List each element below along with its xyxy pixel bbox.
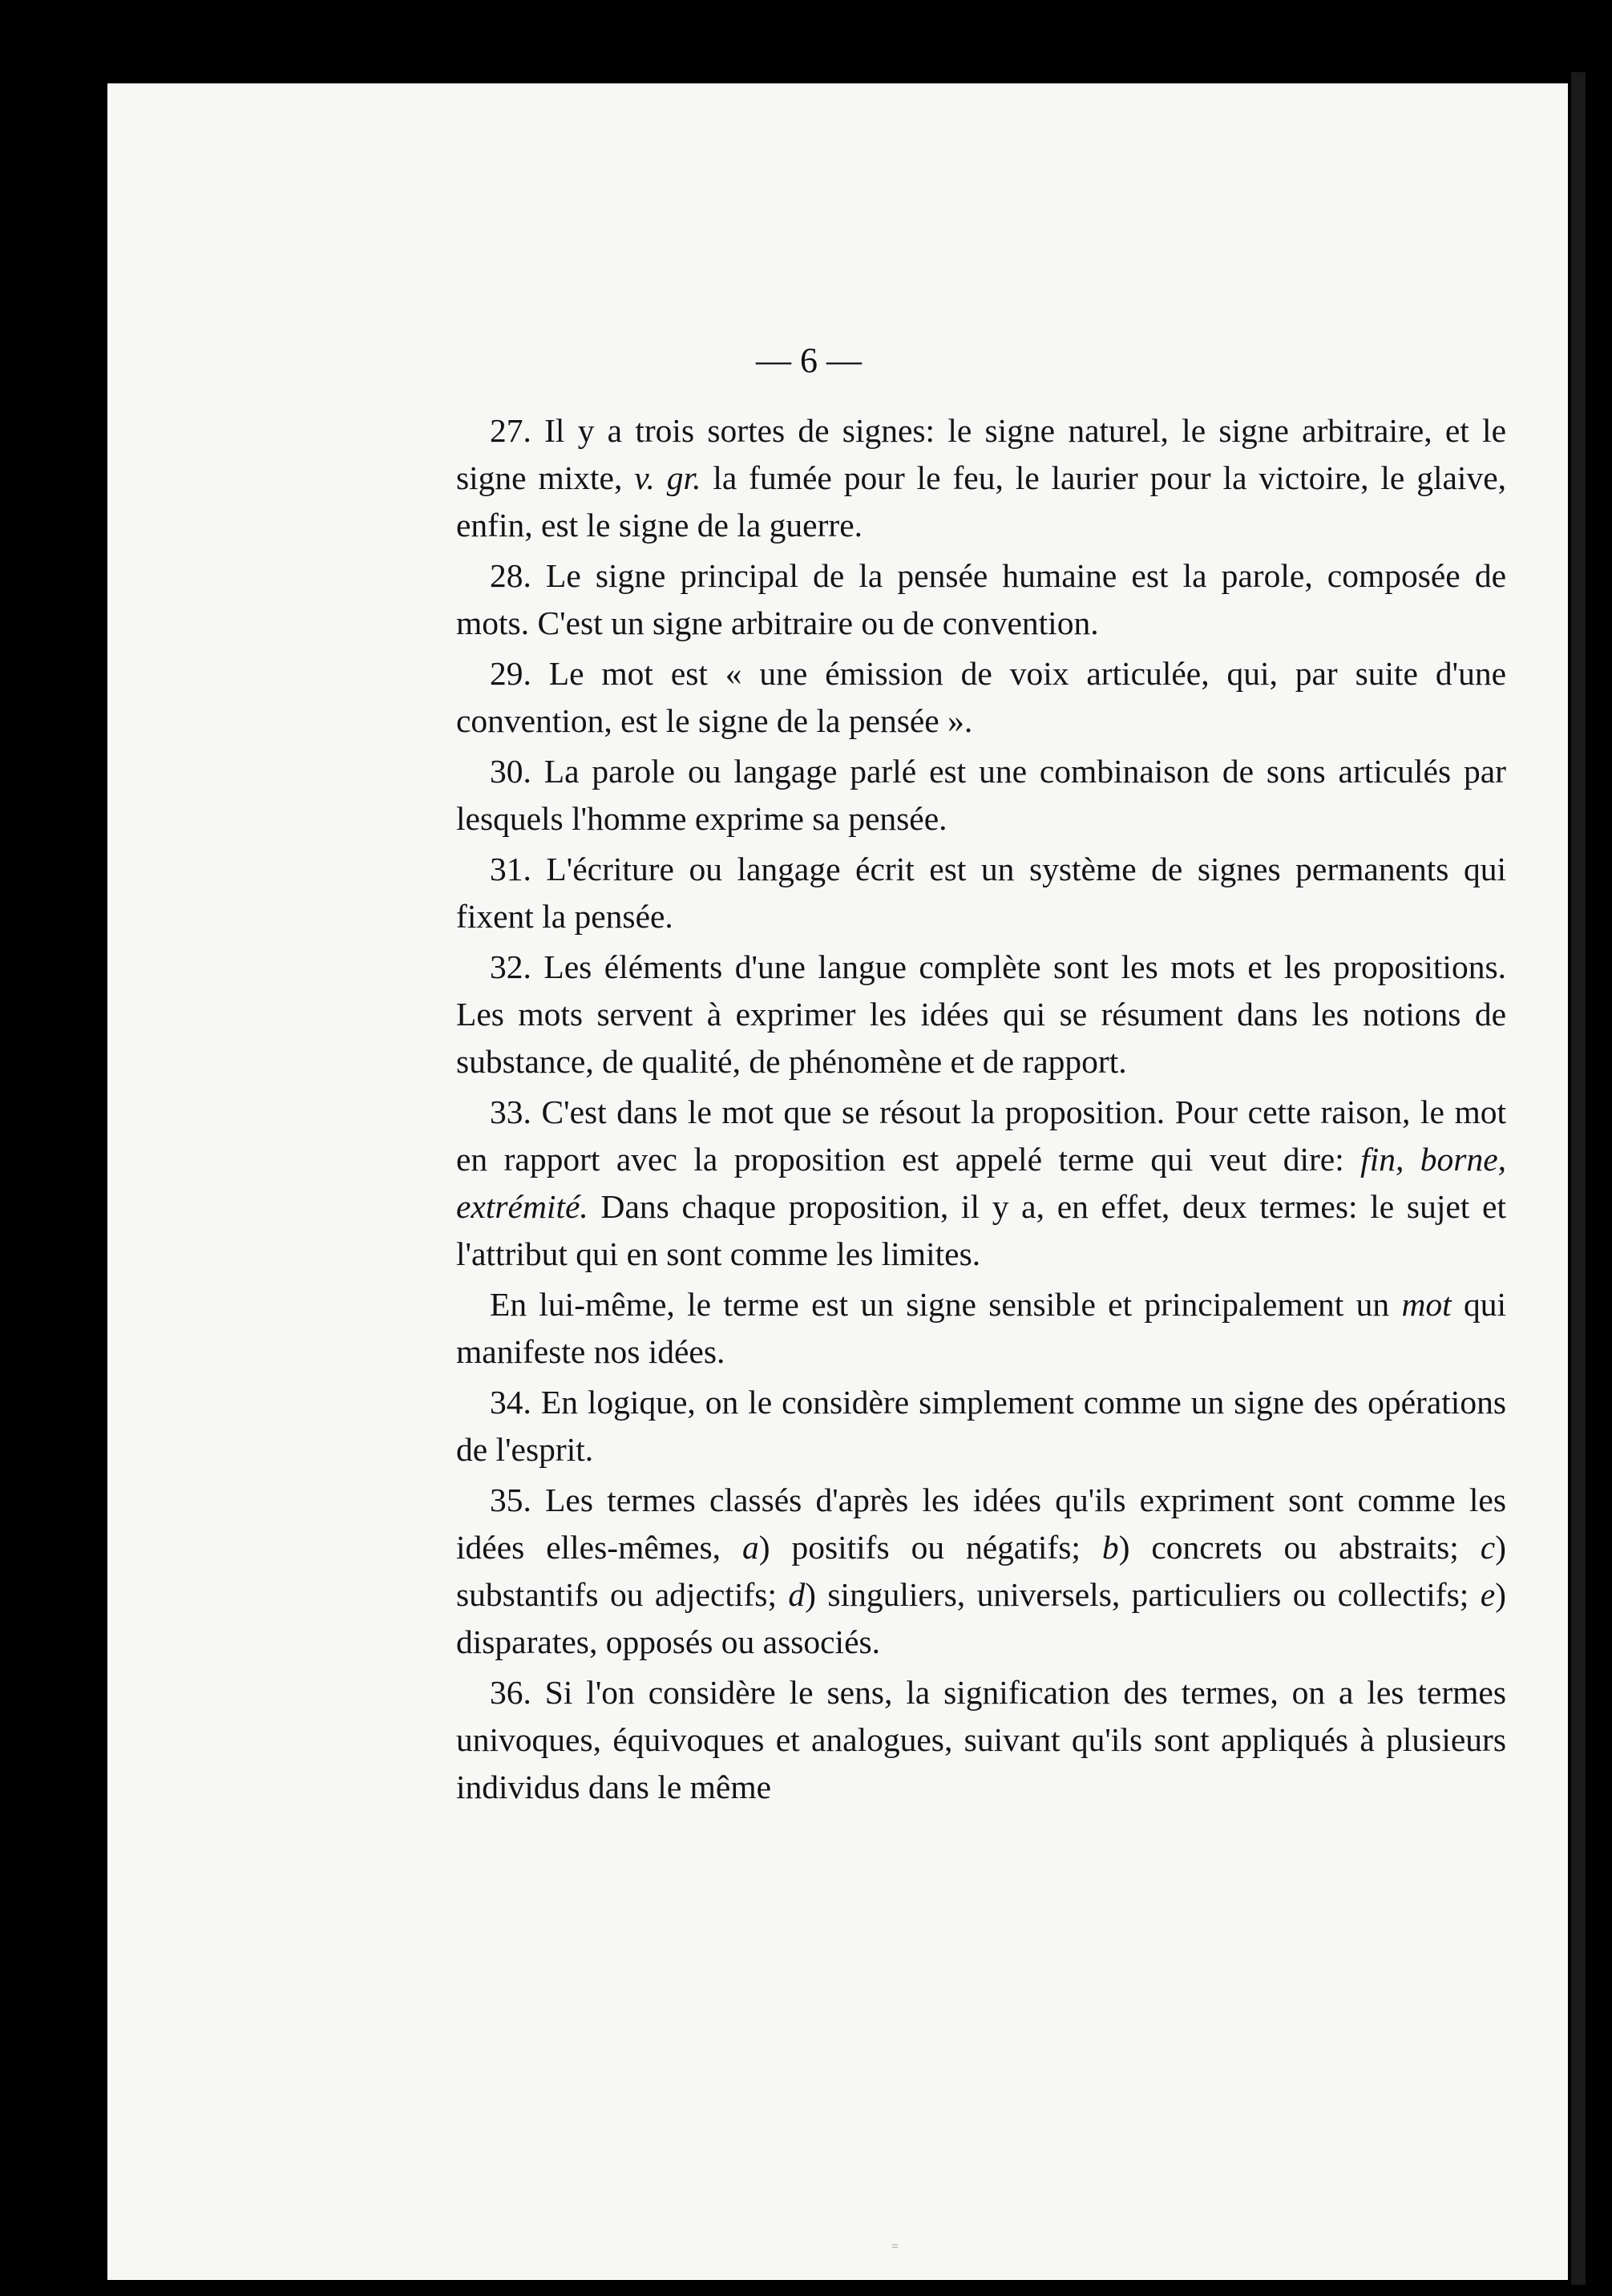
italic-text: v. gr. [634,459,701,496]
italic-text: b [1101,1529,1119,1566]
text-run: la fumée pour le feu, le laurier pour la victoire, le glaive, enfin, est le signe de la guerre. [456,459,1506,544]
text-run: ) singuliers, universels, particuliers ou collectifs; [805,1576,1481,1613]
italic-text: d [788,1576,806,1613]
paragraph-number: 35. [490,1481,531,1518]
paragraph [456,1089,1506,1278]
text-run: ) positifs ou négatifs; [758,1529,1102,1566]
paragraph-number: 34. [490,1384,531,1421]
paragraph-number: 28. [490,557,531,594]
paragraph-number: 33. [490,1093,531,1130]
paragraph-number: 31. [490,851,531,887]
paragraph [456,407,1506,549]
text-run: qui manifeste nos idées. [456,1286,1507,1370]
paragraph [456,846,1506,940]
italic-text: mot [1401,1286,1452,1323]
paragraph [456,650,1506,745]
text-run: Les éléments d'une langue complète sont les mots et les propositions. Les mots servent à exprimer les idées qui se résument dans les notions de substance, de qualité, de phénomène et de rapport. [456,948,1506,1080]
text-run: ) concrets ou abstraits; [1118,1529,1481,1566]
page-number: — 6 — [756,341,862,380]
text-run: Il y a trois sortes de signes: le signe naturel, le signe arbitraire, et le signe mixte, [456,412,1506,496]
paragraph [456,1379,1506,1473]
italic-text: a [741,1529,759,1566]
text-run: ) substantifs ou adjectifs; [456,1529,1506,1613]
italic-text: e [1480,1576,1496,1613]
document-page [107,83,1568,2280]
text-run: La parole ou langage parlé est une combinaison de sons articulés par lesquels l'homme exprime sa pensée. [456,753,1506,837]
paragraph [456,944,1506,1085]
paragraph [456,1669,1506,1811]
text-run: En logique, on le considère simplement comme un signe des opérations de l'esprit. [456,1384,1506,1468]
paragraph-number: 30. [490,753,531,790]
text-run: Dans chaque proposition, il y a, en effet, deux termes: le sujet et l'attribut qui en sont comme les limites. [456,1188,1506,1272]
footer-mark: = [891,2240,899,2254]
text-run: Le signe principal de la pensée humaine est la parole, composée de mots. C'est un signe arbitraire ou de convention. [456,557,1506,641]
paragraph [456,552,1506,647]
italic-text: c [1480,1529,1496,1566]
text-run: Si l'on considère le sens, la signification des termes, on a les termes univoques, équivoques et analogues, suivant qu'ils sont appliqués à plusieurs individus dans le même [456,1674,1506,1805]
text-run: Les termes classés d'après les idées qu'ils expriment sont comme les idées elles-mêmes, [456,1481,1506,1566]
body-text [456,407,1506,1814]
paragraph-number: 36. [490,1674,531,1711]
text-run: En lui-même, le terme est un signe sensible et principalement un [490,1286,1402,1323]
text-run: ) disparates, opposés ou associés. [456,1576,1506,1660]
paragraph-number: 27. [490,412,531,449]
italic-text: fin, borne, extrémité. [456,1141,1506,1225]
paragraph-number: 29. [490,655,531,692]
page-edge-shadow [1571,72,1586,2285]
text-run: L'écriture ou langage écrit est un système de signes permanents qui fixent la pensée. [456,851,1506,935]
text-run: C'est dans le mot que se résout la proposition. Pour cette raison, le mot en rapport avec la proposition est appelé terme qui veut dire: [456,1093,1506,1178]
paragraph [456,1477,1506,1666]
paragraph [456,1281,1506,1376]
paragraph [456,748,1506,843]
paragraph-number: 32. [490,948,531,985]
text-run: Le mot est « une émission de voix articulée, qui, par suite d'une convention, est le signe de la pensée ». [456,655,1506,739]
